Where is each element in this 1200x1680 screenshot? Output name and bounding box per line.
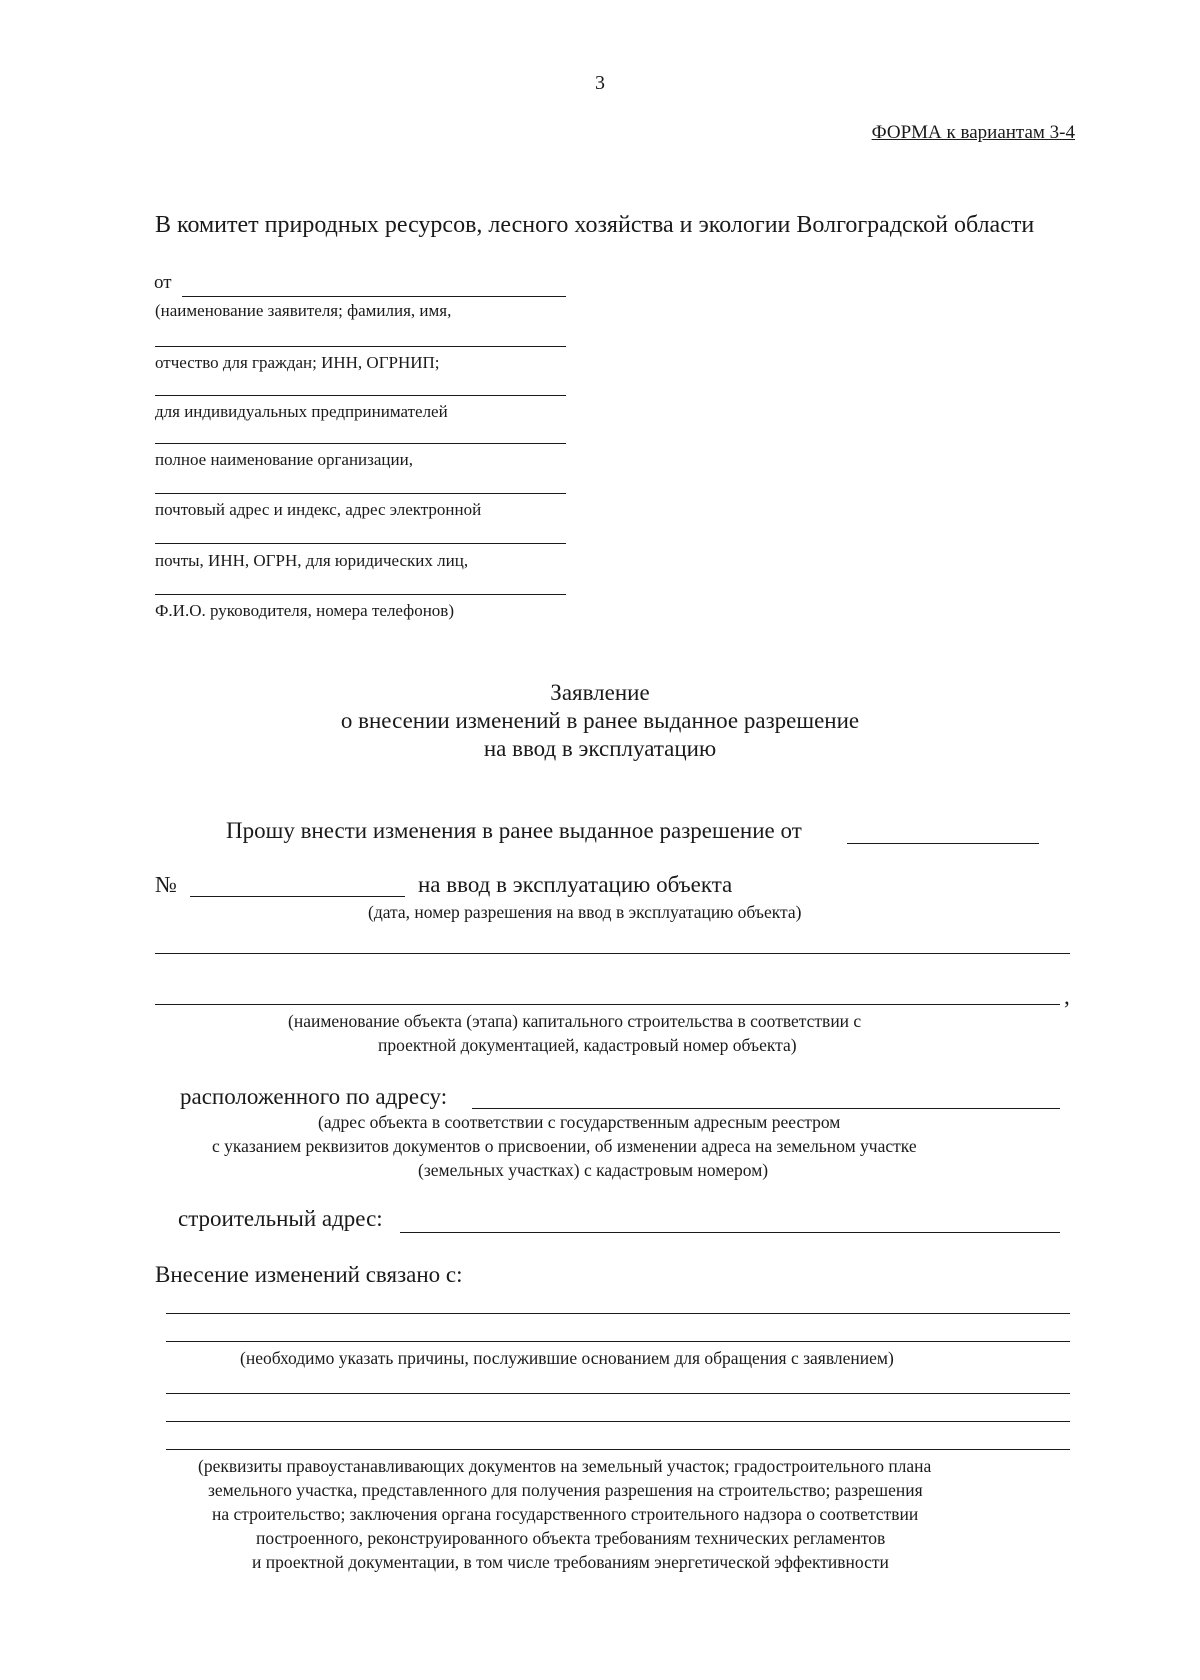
applicant-field-2[interactable]	[155, 346, 566, 347]
applicant-field-4[interactable]	[155, 443, 566, 444]
address-field[interactable]	[472, 1108, 1060, 1109]
from-label: от	[154, 272, 172, 293]
reason-field-2[interactable]	[166, 1341, 1070, 1342]
address-hint-3: (земельных участках) с кадастровым номером)	[418, 1160, 769, 1180]
permit-hint: (дата, номер разрешения на ввод в эксплуатацию объекта)	[368, 902, 802, 922]
docs-hint-2: земельного участка, представленного для получения разрешения на строительство; разрешения	[208, 1480, 923, 1500]
request-text: Прошу внести изменения в ранее выданное разрешение от	[226, 818, 802, 843]
docs-field-2[interactable]	[166, 1421, 1070, 1422]
applicant-hint-2: отчество для граждан; ИНН, ОГРНИП;	[155, 353, 440, 372]
applicant-hint-4: полное наименование организации,	[155, 450, 413, 469]
address-hint-1: (адрес объекта в соответствии с государственным адресным реестром	[318, 1112, 841, 1132]
changes-label: Внесение изменений связано с:	[155, 1262, 463, 1287]
applicant-field-3[interactable]	[155, 395, 566, 396]
object-name-field-1[interactable]	[155, 953, 1070, 954]
docs-field-3[interactable]	[166, 1449, 1070, 1450]
docs-hint-5: и проектной документации, в том числе требованиям энергетической эффективности	[252, 1552, 889, 1572]
doc-subtitle-1: о внесении изменений в ранее выданное разрешение	[340, 708, 860, 733]
number-sign: №	[155, 872, 177, 897]
applicant-hint-3: для индивидуальных предпринимателей	[155, 402, 448, 421]
docs-hint-4: построенного, реконструированного объекта требованиям технических регламентов	[256, 1528, 886, 1548]
applicant-hint-6: почты, ИНН, ОГРН, для юридических лиц,	[155, 551, 469, 570]
form-label: ФОРМА к вариантам 3-4	[871, 122, 1075, 143]
applicant-field-1[interactable]	[182, 296, 566, 297]
permit-date-field[interactable]	[847, 843, 1039, 844]
object-hint-2: проектной документацией, кадастровый номер объекта)	[378, 1035, 797, 1055]
address-label: расположенного по адресу:	[180, 1084, 448, 1109]
construction-address-field[interactable]	[400, 1232, 1060, 1233]
doc-subtitle-2: на ввод в эксплуатацию	[483, 736, 717, 761]
docs-hint-1: (реквизиты правоустанавливающих документов на земельный участок; градостроительного плана	[198, 1456, 932, 1476]
reason-field-1[interactable]	[166, 1313, 1070, 1314]
recipient-line: В комитет природных ресурсов, лесного хозяйства и экологии Волгоградской области	[155, 212, 1035, 238]
address-hint-2: с указанием реквизитов документов о присвоении, об изменении адреса на земельном участке	[212, 1136, 917, 1156]
page-number: 3	[595, 72, 605, 94]
docs-field-1[interactable]	[166, 1393, 1070, 1394]
object-text: на ввод в эксплуатацию объекта	[418, 872, 733, 897]
construction-address-label: строительный адрес:	[178, 1206, 383, 1231]
applicant-hint-5: почтовый адрес и индекс, адрес электронной	[155, 500, 482, 519]
permit-number-field[interactable]	[190, 896, 405, 897]
applicant-hint-1: (наименование заявителя; фамилия, имя,	[155, 301, 452, 320]
doc-title: Заявление	[550, 680, 650, 705]
applicant-field-7[interactable]	[155, 594, 566, 595]
object-name-field-2[interactable]	[155, 1004, 1060, 1005]
reason-hint: (необходимо указать причины, послужившие основанием для обращения с заявлением)	[240, 1348, 894, 1368]
applicant-field-6[interactable]	[155, 543, 566, 544]
docs-hint-3: на строительство; заключения органа государственного строительного надзора о соответствии	[212, 1504, 919, 1524]
applicant-field-5[interactable]	[155, 493, 566, 494]
object-hint-1: (наименование объекта (этапа) капитального строительства в соответствии с	[288, 1011, 862, 1031]
object-comma: ,	[1064, 984, 1070, 1009]
applicant-hint-7: Ф.И.О. руководителя, номера телефонов)	[155, 601, 454, 620]
